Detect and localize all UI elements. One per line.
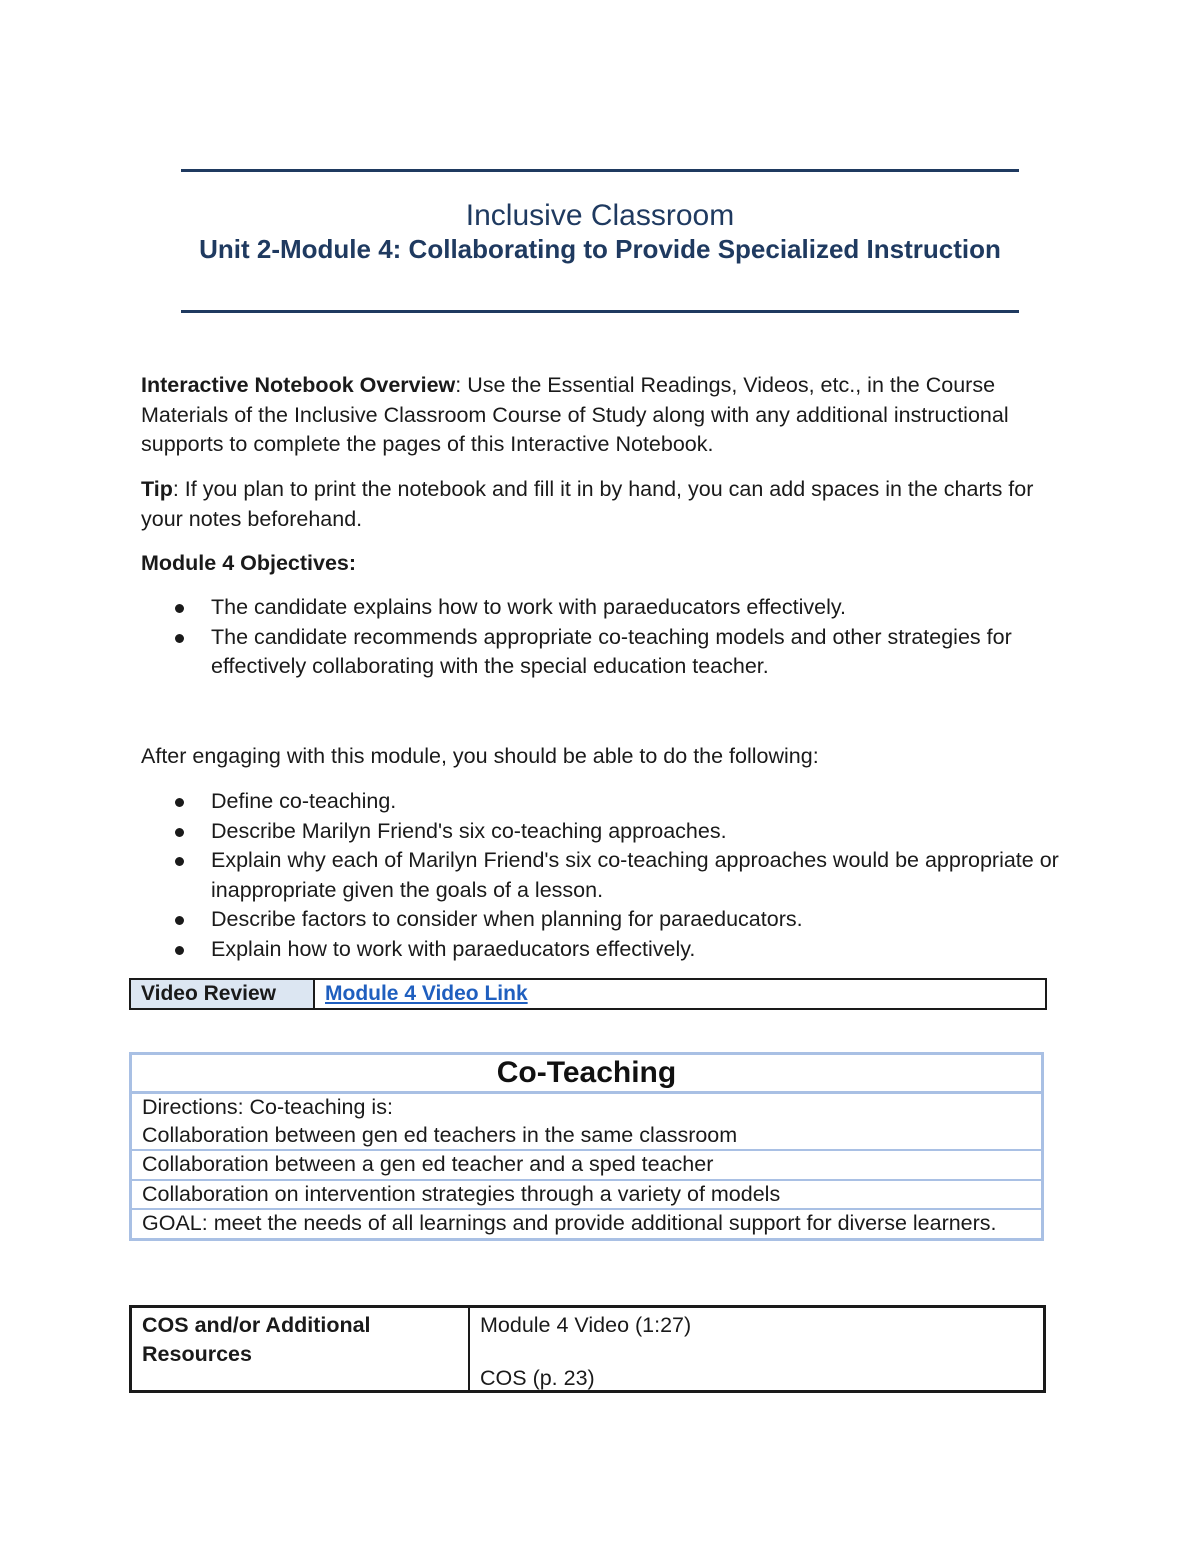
tip-paragraph [141, 475, 1061, 534]
bullet-icon [175, 916, 184, 925]
top-divider [181, 169, 1019, 172]
bullet-icon [175, 857, 184, 866]
table-row: Collaboration between a gen ed teacher and a sped teacher [132, 1151, 1041, 1181]
video-review-label: Video Review [131, 980, 315, 1008]
bullet-icon [175, 798, 184, 807]
outcomes-intro: After engaging with this module, you should be able to do the following: [141, 744, 819, 768]
list-item: Describe factors to consider when planning for paraeducators. [141, 905, 1061, 935]
bullet-icon [175, 828, 184, 837]
document-title: Inclusive Classroom [465, 199, 735, 232]
bullet-icon [175, 634, 184, 643]
tip-label: Tip [141, 477, 173, 501]
coteaching-directions: Directions: Co-teaching is: [142, 1095, 393, 1119]
list-item: Explain how to work with paraeducators effectively. [141, 935, 1061, 965]
coteaching-table [129, 1052, 1044, 1241]
coteaching-heading: Co-Teaching [132, 1055, 1041, 1094]
overview-text: : Use the Essential Readings, Videos, etc., in the Course Materials of the Inclusive Classroom Course of Study along with any additional instructional supports to complete the pages of this Interactive Notebook. [141, 373, 1009, 456]
module-video-link[interactable]: Module 4 Video Link [325, 982, 528, 1005]
list-item: Describe Marilyn Friend's six co-teaching approaches. [141, 817, 1061, 847]
outcomes-list [141, 787, 1061, 964]
list-item: Define co-teaching. [141, 787, 1061, 817]
list-item: Explain why each of Marilyn Friend's six co-teaching approaches would be appropriate or inappropriate given the goals of a lesson. [141, 846, 1061, 905]
resources-table [129, 1305, 1046, 1393]
table-row: Collaboration on intervention strategies through a variety of models [132, 1181, 1041, 1211]
bullet-icon [175, 604, 184, 613]
document-subtitle: Unit 2-Module 4: Collaborating to Provide Specialized Instruction [199, 234, 1001, 264]
table-row [132, 1094, 1041, 1151]
overview-paragraph [141, 371, 1061, 460]
resources-cell [470, 1308, 701, 1390]
table-row: GOAL: meet the needs of all learnings and provide additional support for diverse learners. [142, 1211, 997, 1235]
tip-text: : If you plan to print the notebook and fill it in by hand, you can add spaces in the charts for your notes beforehand. [141, 477, 1034, 531]
objectives-heading: Module 4 Objectives: [141, 551, 357, 575]
list-item: The candidate recommends appropriate co-teaching models and other strategies for effectively collaborating with the special education teacher. [141, 623, 1061, 682]
resources-label: COS and/or Additional Resources [132, 1308, 470, 1390]
objectives-list [141, 593, 1061, 682]
list-item: The candidate explains how to work with paraeducators effectively. [141, 593, 1061, 623]
video-review-table [129, 978, 1047, 1010]
bottom-divider [181, 310, 1019, 313]
resource-item: COS (p. 23) [480, 1366, 595, 1390]
coteaching-row-text: Collaboration between gen ed teachers in the same classroom [142, 1122, 738, 1147]
overview-label: Interactive Notebook Overview [141, 373, 456, 397]
resource-item: Module 4 Video (1:27) [480, 1313, 692, 1337]
bullet-icon [175, 946, 184, 955]
